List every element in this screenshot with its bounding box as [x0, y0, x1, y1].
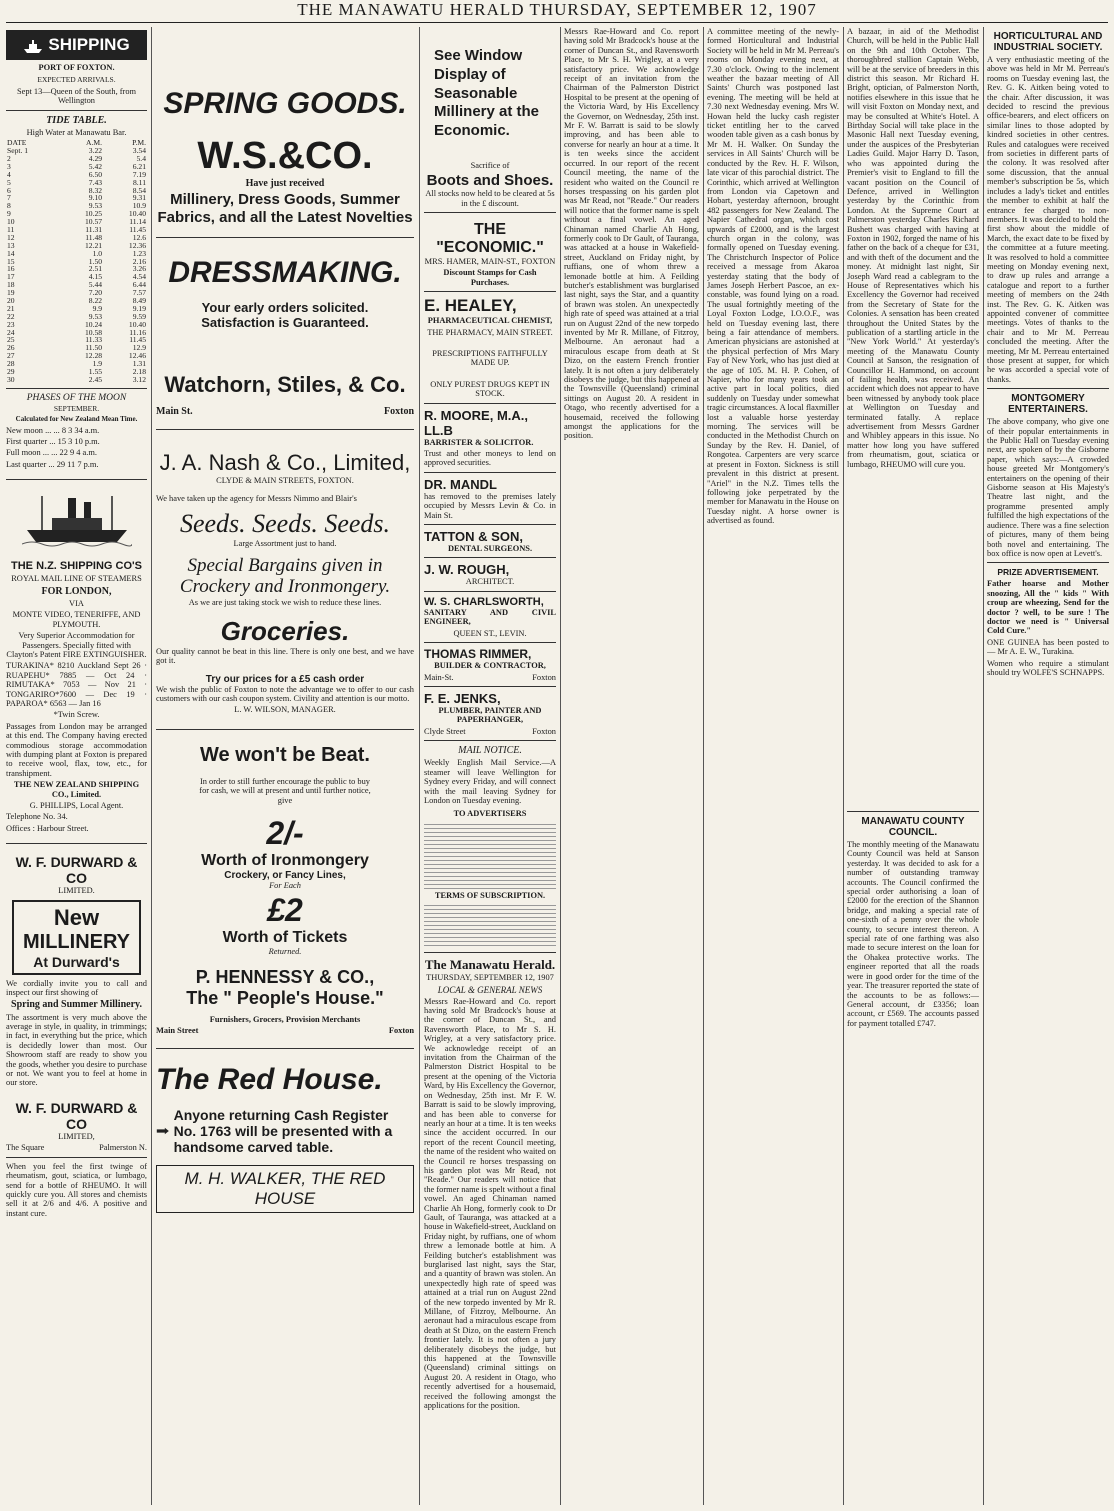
- column-divider: [983, 27, 984, 1505]
- nz-phone: Telephone No. 34.: [6, 812, 68, 822]
- tide-date: 6: [7, 185, 11, 195]
- local-news-tail: Messrs Rae-Howard and Co. report having sold Mr Bradcock's house at the corner of Duncan St., and Ravensworth Place, to Mr S. H. Wrigley, at a very satisfactory price. We acknowledge receipt of an invitation from the Chairman of the Palmerston District Hospital to be present at the opening of the Victoria Ward, by His Excellency the Governor, on Wednesday, 25th inst. Mr F. W. Barratt is said to be slowly improving, and has been able to converse for nearly an hour at a time. It is ten weeks since the accident occurred. In our report of the recent Council meeting, the name of the resident who waited on the Council re horses trespassing on his garden plot was Mr Read, not "Reade." Our readers will notice that the former name is spelt without a final vowel. An aged Chinaman named Charlie Ah Hong, formerly cook to Dr Gault, of Tauranga, was attacked at a house in Wakefield-street, Auckland on Friday night, by ruffians, one of whom threw a lemonade bottle at him. A Feilding butcher's establishment was burglarised last night, says the Star, and a quantity of brawn was stolen. An unexpectedly high rate of speed was attained at a trial run on August 22nd of the new torpedo invented by Mr R. Millane, of Fitzroy, Melbourne. An aeronaut had a miraculous escape from death at St Dizo, on the eastern French frontier lately. It is not often a jury deliberately disobeys the judge, but this happened at the Townsville (Queensland) criminal sittings on August 20. A resident in Otago, who recently advertised for a housemaid, received the following amongst the applications for the position.: [424, 996, 556, 1411]
- rough-name: J. W. ROUGH,: [424, 562, 510, 578]
- tide-am: 12.21: [84, 240, 103, 250]
- wontbe-crockery: Crockery, or Fancy Lines,: [224, 869, 346, 881]
- tide-date: 11: [7, 225, 15, 234]
- tide-pm: 9.59: [132, 311, 146, 321]
- rheumo-ad: When you feel the first twinge of rheumatism, gout, sciatica, or lumbago, send for a bottle of RHEUMO. It will quickly cure you. All stores and chemists sell it at 2/6 and 4/6. A positive and instant cure.: [6, 1161, 147, 1218]
- column-news-4: [987, 27, 1109, 1505]
- tide-table: [6, 139, 147, 384]
- prices-text: We wish the public of Foxton to note the advantage we to offer to our cash customers with our cash coupon system. Civility and attention is our motto.: [156, 684, 414, 703]
- moon-table: [6, 426, 147, 470]
- tide-date: 28: [7, 359, 15, 369]
- wontbe-worth1: Worth of Ironmongery: [201, 851, 369, 869]
- tide-pm: 11.14: [129, 217, 146, 227]
- durward-name: W. F. DURWARD & CO: [15, 854, 138, 887]
- hort-heading: HORTICULTURAL AND INDUSTRIAL SOCIETY.: [993, 31, 1103, 53]
- tide-am: 5.44: [88, 280, 103, 290]
- durward-banner: [12, 900, 141, 975]
- tide-am: 12.28: [84, 351, 103, 361]
- jenks-plumber: PLUMBER, PAINTER AND PAPERHANGER,: [438, 705, 542, 725]
- wontbe-pound: £2: [267, 892, 303, 929]
- tide-am: 8.32: [88, 185, 103, 195]
- tide-am: 2.51: [88, 264, 103, 274]
- nash-name: J. A. Nash & Co., Limited,: [159, 450, 411, 476]
- wontbe-heading: We won't be Beat.: [200, 743, 370, 766]
- durward-spring: Spring and Summer Millinery.: [11, 999, 142, 1011]
- nz-line-4: MONTE VIDEO, TENERIFFE, AND PLYMOUTH.: [12, 610, 141, 629]
- tide-date: 10: [7, 217, 15, 227]
- tide-pm: 7.57: [132, 288, 146, 298]
- tide-am: 1.50: [88, 256, 103, 266]
- tide-date: 26: [7, 343, 15, 353]
- tide-row: [6, 210, 147, 218]
- schnapps-ad: Women who require a stimulant should try WOLFE'S SCHNAPPS.: [987, 658, 1109, 677]
- tide-pm: 11.45: [129, 225, 146, 234]
- jenks-foxton: Foxton: [532, 726, 556, 736]
- steamer-icon: [22, 488, 132, 548]
- tide-date: 18: [7, 280, 15, 290]
- wsco-just: Have just received: [245, 178, 325, 189]
- column-news-1: [564, 27, 699, 1505]
- tide-am: 11.50: [85, 343, 103, 353]
- tide-row: [6, 368, 147, 376]
- column-news-3: [847, 27, 979, 1505]
- tide-am: 7.43: [88, 177, 103, 187]
- tide-date: 14: [7, 248, 15, 258]
- economic-boots: Boots and Shoes.: [426, 172, 554, 190]
- tide-pm: 3.12: [132, 374, 146, 384]
- watchorn-name: Watchorn, Stiles, & Co.: [164, 372, 406, 398]
- tide-pm: 6.21: [132, 161, 146, 171]
- redhouse-heading: The Red House.: [156, 1062, 383, 1096]
- rimmer-address: [424, 673, 556, 682]
- tide-date: Sept. 1: [7, 146, 29, 156]
- prices-heading: Try our prices for a £5 cash order: [205, 673, 365, 685]
- tide-date: 13: [7, 240, 15, 250]
- port-title: PORT OF FOXTON.: [38, 63, 115, 72]
- moore-barrister: BARRISTER & SOLICITOR.: [424, 437, 534, 447]
- watchorn-foxton: Foxton: [384, 406, 414, 418]
- tide-am: 10.57: [84, 217, 103, 227]
- tide-row: [6, 281, 147, 289]
- seeds-heading: Seeds. Seeds. Seeds.: [179, 509, 391, 539]
- nz-office: Offices : Harbour Street.: [6, 823, 89, 833]
- tide-row: [6, 250, 147, 258]
- nash-agency: We have taken up the agency for Messrs Nimmo and Blair's: [156, 493, 357, 503]
- tide-row: [6, 194, 147, 202]
- tide-row: [6, 321, 147, 329]
- tide-pm: 1.23: [132, 248, 146, 258]
- news-paragraphs-2: A committee meeting of the newly-formed Horticultural and Industrial Society will be held in Mr M. Perreau's rooms on Monday evening next, at 7.30 o'clock. Owing to the inclement weather the bazaar meeting of All Saints' Church was postponed last evening. The meeting will be held at 7.30 next Wednesday evening. Mrs W. Howan held the lucky cash register ticket entitling her to the carved wooden table given as a cash bonus by Mr M. H. Walker. On Sunday the services in All Saints' Church will be conducted by the Rev. H. F. Wilson, late vicar of this parochial district. The Corinthic, which arrived at Wellington from London via Capetown and Hobart, yesterday afternoon, brought 482 passengers for New Zealand. The Napier Cathedral organ, which cost upwards of £2000, and is the largest church organ in the colony, was formally opened on Tuesday evening. The Christchurch Inspector of Police received a message from Akaroa yesterday stating that the body of James Joseph Herbert Pascoe, an ex-constable, was found lying on a road. The usual fortnightly meeting of the Loyal Foxton Lodge, I.O.O.F., was held on Tuesday evening last, there being a fair attendance of members. American physicians are astonished at the physical perfection of Mrs Mary Fay of New York, who has just died at the age of 105. M. H. P. Cohen, of Napier, who for many years took an active part in local politics, died suddenly on Tuesday under somewhat tragic circumstances. A local flaxmiller lost a valuable horse yesterday morning. The services will be conducted in the Methodist Church on Sunday by the Rev. H. Daniel, of Rongotea. Carpenters are very scarce at present in Foxton. Sickness is still prevalent in this district at present. "Ariel" in the N.Z. Times tells the following joke perpetrated by the member for Manawatu in the House on Tuesday night. A horse owner is advertised as found.: [707, 27, 839, 526]
- column-divider: [703, 27, 704, 1505]
- herald-heading: The Manawatu Herald.: [424, 957, 556, 973]
- wontbe-text: In order to still further encourage the public to buy for cash, we will at present and until further notice, give: [199, 776, 371, 805]
- durward-body: We cordially invite you to call and inspect our first showing of: [6, 978, 147, 998]
- column-shipping: [6, 27, 147, 1505]
- prize-heading: PRIZE ADVERTISEMENT.: [997, 567, 1099, 578]
- wontbe-returned: Returned.: [268, 947, 302, 957]
- redhouse-register-text: Anyone returning Cash Register No. 1763 will be presented with a handsome carved table.: [173, 1106, 393, 1155]
- tide-date: 2: [7, 153, 11, 163]
- tide-row: [6, 242, 147, 250]
- mandl-text: has removed to the premises lately occupied by Messrs Levin & Co. in Main St.: [424, 491, 556, 520]
- wsco-millinery: Millinery, Dress Goods, Summer Fabrics, and all the Latest Novelties: [157, 191, 413, 227]
- column-divider: [843, 27, 844, 1505]
- durward-footer-name: W. F. DURWARD & CO: [15, 1099, 138, 1132]
- tide-row: [6, 352, 147, 360]
- moon-row: Last quarter ... 29 11 7 p.m.: [6, 459, 99, 469]
- tide-date: 19: [7, 288, 15, 298]
- rimmer-main: Main-St.: [424, 672, 454, 682]
- tide-row: [6, 376, 147, 384]
- tide-date: 25: [7, 335, 15, 345]
- jenks-address: [424, 727, 556, 736]
- rimmer-builder: BUILDER & CONTRACTOR,: [434, 661, 546, 671]
- tatton-name: TATTON & SON,: [424, 529, 523, 545]
- tide-am: 1.0: [92, 248, 103, 258]
- column-news-2: [707, 27, 839, 1505]
- pointing-hand-icon: [156, 1119, 170, 1143]
- watchorn-main: Main St.: [156, 406, 193, 418]
- tide-am: 11.48: [85, 232, 103, 242]
- durward-body2: The assortment is very much above the average in style, in quality, in trimmings; in fact, in everything but the price, which is decidedly lower than most. Our Showroom staff are ready to show you the goods, whether you desire to purchase or not. We want you to feel at home in our store.: [6, 1012, 147, 1088]
- ship-icon: [23, 38, 43, 54]
- tide-am: 10.58: [84, 327, 103, 337]
- shipping-banner: [6, 30, 147, 60]
- economic-hamer: MRS. HAMER, MAIN-ST., FOXTON: [424, 256, 556, 266]
- seeds-sub: Large Assortment just to hand.: [233, 539, 337, 549]
- groceries-text: Our quality cannot be beat in this line. There is only one best, and we have got it.: [156, 646, 414, 666]
- jenks-clyde: Clyde Street: [424, 726, 466, 736]
- prize-verse: Father hoarse and Mother snoozing, All the " kids " With croup are wheezing, Send for the doctor ? well, to be sure ! The doctor we need is " Universal Cold Cure.": [987, 579, 1109, 636]
- tide-row: [6, 265, 147, 273]
- nz-twin: *Twin Screw.: [53, 710, 100, 720]
- tide-row: [6, 179, 147, 187]
- durward-footer-limited: LIMITED,: [58, 1131, 95, 1141]
- durward-address: [6, 1143, 147, 1152]
- masthead-rule: [6, 22, 1108, 23]
- tide-pm: 9.19: [132, 303, 146, 313]
- tide-row: [6, 163, 147, 171]
- tide-row: [6, 344, 147, 352]
- charlsworth-name: W. S. CHARLSWORTH,: [424, 595, 544, 608]
- tide-col-date: DATE: [7, 138, 27, 148]
- tide-pm: 9.31: [132, 193, 146, 203]
- tide-date: 23: [7, 319, 15, 329]
- tide-am: 8.22: [88, 296, 103, 306]
- healey-drugs: ONLY PUREST DRUGS KEPT IN STOCK.: [430, 379, 550, 399]
- advertisers-heading: TO ADVERTISERS: [453, 809, 527, 819]
- healey-presc: PRESCRIPTIONS FAITHFULLY MADE UP.: [432, 349, 548, 368]
- herald-date: THURSDAY, SEPTEMBER 12, 1907: [426, 973, 554, 983]
- mandl-name: DR. MANDL: [424, 476, 497, 492]
- economic-sacrifice: Sacrifice of: [470, 160, 510, 170]
- tide-am: 9.53: [88, 311, 103, 321]
- tide-pm: 12.36: [128, 240, 146, 250]
- tide-pm: 7.19: [132, 169, 146, 179]
- tide-date: 17: [7, 272, 15, 282]
- tide-am: 4.15: [88, 272, 103, 282]
- tide-row: [6, 147, 147, 155]
- economic-discount: Discount Stamps for Cash Purchases.: [443, 268, 537, 287]
- durward-millinery: MILLINERY: [22, 930, 131, 953]
- tide-pm: 2.18: [132, 367, 146, 377]
- tide-col-pm: P.M.: [132, 138, 146, 148]
- moore-name: R. MOORE, M.A., LL.B: [424, 407, 528, 438]
- tide-pm: 1.31: [132, 359, 146, 369]
- jenks-name: F. E. JENKS,: [424, 690, 501, 706]
- groceries-heading: Groceries.: [220, 615, 350, 646]
- tide-date: 16: [7, 264, 15, 274]
- tide-row: [6, 155, 147, 163]
- tide-pm: 10.40: [128, 209, 146, 219]
- tide-row: [6, 297, 147, 305]
- rough-architect: ARCHITECT.: [465, 577, 515, 587]
- healey-pharm: PHARMACEUTICAL CHEMIST,: [427, 316, 553, 326]
- montgomery-text: The above company, who give one of their popular entertainments in the Public Hall on Tuesday evening next, are spoken of by the Gisborne paper, which says:—A crowded house greeted Mr Montgomery's entertainers on the opening of their Gisborne season at His Majesty's Theatre last night, and the programme presented amply fulfilled the high expectations of the audience. There was a fine selection of pictures, many of them being both novel and entertaining. The box office is now open at Levett's.: [987, 417, 1109, 558]
- tide-row: [6, 360, 147, 368]
- column-divider: [560, 27, 561, 1505]
- economic-title: THE "ECONOMIC.": [436, 220, 544, 256]
- tide-date: 29: [7, 367, 15, 377]
- steamer-illustration: [6, 488, 147, 552]
- column-divider: [151, 27, 152, 1505]
- bargains-sub: As we are just taking stock we wish to reduce these lines.: [188, 598, 382, 608]
- column-economic: [424, 27, 556, 1505]
- nz-ships: TURAKINA* 8210 Auckland Sept 26 · RUAPEHU* 7885 — Oct 24 · RIMUTAKA* 7053 — Nov 21 · TONGARIRO*7600 — Dec 19 · PAPAROA* 6563 — Jan 16: [6, 661, 147, 708]
- tide-pm: 6.44: [132, 280, 146, 290]
- hort-text: A very enthusiastic meeting of the above was held in Mr M. Perreau's rooms on Tuesday evening last, the Rev. G. K. Aitken being voted to the chair. After discussion, it was decided to rescind the previous office-bearers, and elect officers on similar lines to those adopted by kindred societies in other centres. Rules and catalogues were received from societies in different parts of the colony. It was resolved after some discussion, that the annual member's subscription be 5s, which includes a lady's ticket and entitles the member to exhibit at half the entrance fee charged to non-members. It was decided to hold the first show about the middle of March, the exact date to be fixed by the committee at a future meeting. It was resolved to hold a committee meeting on Monday evening next, to draw up rules and arrange a catalogue and report to a further meeting of members on the 24th inst. The Rev. G. K. Aitken was appointed convener of committee meetings. Votes of thanks to the chair and to Mr M. Perreau concluded the meeting. After the meeting, Mr M. Perreau entertained those present at supper, for which he was accorded a special vote of thanks.: [987, 55, 1109, 384]
- walker-footer: M. H. WALKER, THE RED HOUSE: [156, 1165, 414, 1213]
- tide-am: 2.45: [88, 374, 103, 384]
- mail-text: Weekly English Mail Service.—A steamer will leave Wellington for Sydney every Friday, and will connect with the mail leaving Sydney for London on Tuesday evening.: [424, 758, 556, 805]
- tide-date: 9: [7, 209, 11, 219]
- wsco-logo: W.S.&CO.: [197, 135, 373, 177]
- tide-am: 3.22: [88, 146, 103, 156]
- tide-row: [6, 258, 147, 266]
- tide-pm: 4.54: [132, 272, 146, 282]
- healey-name: E. HEALEY,: [424, 296, 517, 316]
- tide-pm: 10.40: [128, 319, 146, 329]
- tide-pm: 8.49: [132, 296, 146, 306]
- masthead: THE MANAWATU HERALD THURSDAY, SEPTEMBER 12, 1907: [297, 0, 817, 19]
- tide-am: 9.9: [92, 303, 103, 313]
- tide-row: [6, 187, 147, 195]
- nz-company: THE NEW ZEALAND SHIPPING CO., Limited.: [13, 780, 140, 799]
- economic-stocks: All stocks now held to be cleared at 5s in the £ discount.: [425, 189, 555, 208]
- local-news-heading: LOCAL & GENERAL NEWS: [437, 984, 543, 995]
- tide-am: 7.20: [88, 288, 103, 298]
- tide-am: 11.33: [85, 335, 103, 345]
- rimmer-foxton: Foxton: [532, 672, 556, 682]
- tide-pm: 3.54: [132, 146, 146, 156]
- watchorn-address: [156, 406, 414, 417]
- durward-at: At Durward's: [33, 953, 120, 970]
- nz-line-2: FOR LONDON,: [41, 585, 112, 597]
- moon-row: Full moon ... ... 22 9 4 a.m.: [6, 448, 97, 458]
- durward-town: Palmerston N.: [99, 1143, 147, 1153]
- tide-row: [6, 226, 147, 234]
- tide-am: 1.9: [92, 359, 103, 369]
- tide-pm: 12.46: [128, 351, 146, 361]
- tide-row: [6, 313, 147, 321]
- nz-line-1: ROYAL MAIL LINE OF STEAMERS: [11, 574, 142, 584]
- hennessy-sub: Furnishers, Grocers, Provision Merchants: [209, 1014, 361, 1024]
- county-text: The monthly meeting of the Manawatu County Council was held at Sanson yesterday. It was decided to ask for a number of outstanding tramway accounts. The Council confirmed the special order authorising a loan of £2000 for the erection of the Shannon bridge, and making a special rate of one-sixth of a penny over the whole county, to secure interest thereon. A special rate of one farthing was also made to secure interest on the loan for the Ohakea protective works. The engineer reported that all the roads were in good order for the time of the year. The treasurer reported the state of the accounts to be as follows:—General account, dr £3356; loan account, cr £569. The accounts passed for payment totalled £747.: [847, 840, 979, 1028]
- tide-row: [6, 336, 147, 344]
- tide-am: 10.25: [84, 209, 103, 219]
- durward-limited: LIMITED.: [58, 886, 95, 896]
- tide-date: 15: [7, 256, 15, 266]
- nash-manager: L. W. WILSON, MANAGER.: [234, 705, 336, 715]
- hennessy-foxton: Foxton: [388, 1026, 414, 1036]
- tide-pm: 2.16: [132, 256, 146, 266]
- tide-am: 4.29: [88, 153, 103, 163]
- tide-date: 27: [7, 351, 15, 361]
- tide-date: 5: [7, 177, 11, 187]
- rimmer-name: THOMAS RIMMER,: [424, 647, 532, 662]
- redhouse-register: [156, 1107, 414, 1155]
- hennessy-peoples: The " People's House.": [186, 987, 384, 1008]
- economic-display: See Window Display of Seasonable Millinery at the Economic.: [434, 47, 540, 139]
- tatton-dental: DENTAL SURGEONS.: [447, 544, 533, 554]
- tide-date: 3: [7, 161, 11, 171]
- tide-am: 6.50: [88, 169, 103, 179]
- montgomery-heading: MONTGOMERY ENTERTAINERS.: [1008, 393, 1088, 416]
- tide-pm: 8.11: [132, 177, 146, 187]
- hennessy-name: P. HENNESSY & CO.,: [195, 966, 375, 987]
- dressmaking-heading: DRESSMAKING.: [168, 256, 402, 290]
- tide-date: 30: [7, 374, 15, 384]
- nz-body: Very Superior Accommodation for Passengers. Specially fitted with Clayton's Patent FIRE EXTINGUISHER.: [6, 631, 147, 659]
- tide-col-am: A.M.: [86, 138, 103, 148]
- shipping-title: SHIPPING: [48, 35, 130, 54]
- tide-pm: 11.45: [129, 335, 146, 345]
- moon-row: First quarter ... 15 3 10 p.m.: [6, 437, 100, 447]
- moon-heading: PHASES OF THE MOON: [26, 392, 127, 403]
- tide-am: 5.42: [88, 161, 103, 171]
- moon-subheading: SEPTEMBER.: [53, 404, 100, 414]
- tide-row: [6, 218, 147, 226]
- tide-pm: 11.16: [129, 327, 146, 337]
- tide-am: 9.53: [88, 201, 103, 211]
- healey-pharmacy: THE PHARMACY, MAIN STREET.: [427, 327, 553, 337]
- moon-row: New moon ... ... 8 3 34 a.m.: [6, 425, 100, 435]
- tide-row: [6, 273, 147, 281]
- tide-date: 22: [7, 311, 15, 321]
- wontbe-two: 2/-: [266, 814, 304, 851]
- column-divider: [419, 27, 420, 1505]
- nz-line-3: VIA: [69, 598, 84, 608]
- tide-pm: 5.4: [136, 153, 146, 163]
- moon-note: Calculated for New Zealand Mean Time.: [15, 414, 138, 423]
- expected-heading: EXPECTED ARRIVALS.: [37, 75, 116, 85]
- terms-fine-print: [424, 902, 556, 948]
- expected-text: Sept 13—Queen of the South, from Wellington: [16, 86, 137, 106]
- tide-heading: TIDE TABLE.: [46, 114, 107, 126]
- mail-heading: MAIL NOTICE.: [458, 745, 522, 757]
- tide-date: 4: [7, 169, 11, 179]
- wontbe-each: For Each: [269, 880, 301, 890]
- tide-pm: 8.54: [132, 185, 146, 195]
- tide-subheading: High Water at Manawatu Bar.: [26, 127, 127, 137]
- tide-pm: 3.26: [132, 264, 146, 274]
- terms-heading: TERMS OF SUBSCRIPTION.: [434, 890, 546, 900]
- dressmaking-orders: Your early orders solicited.: [201, 300, 369, 316]
- spring-goods-heading: SPRING GOODS.: [163, 87, 407, 120]
- nz-agent: G. PHILLIPS, Local Agent.: [29, 801, 124, 810]
- durward-new: New: [53, 904, 100, 930]
- tide-date: 24: [7, 327, 15, 337]
- county-heading: MANAWATU COUNTY COUNCIL.: [861, 816, 965, 838]
- tide-date: 7: [7, 193, 11, 203]
- nz-shipping-title: THE N.Z. SHIPPING CO'S: [11, 560, 142, 573]
- tide-pm: 12.6: [132, 232, 146, 242]
- tide-date: 21: [7, 303, 15, 313]
- tide-pm: 10.9: [132, 201, 146, 211]
- tide-am: 11.31: [85, 225, 103, 234]
- charlsworth-sanitary: SANITARY AND CIVIL ENGINEER,: [424, 607, 556, 627]
- column-ads: [156, 27, 414, 1505]
- tide-row: [6, 329, 147, 337]
- tide-row: [6, 171, 147, 179]
- moore-trust: Trust and other moneys to lend on approved securities.: [424, 449, 556, 468]
- tide-date: 8: [7, 201, 11, 211]
- durward-square: The Square: [6, 1143, 45, 1153]
- nz-text: Passages from London may be arranged at this end. The Company having erected commodious storage accommodation with dumping plant at Foxton is prepared to receive wool, flax, tow, etc., for transhipment.: [6, 721, 147, 778]
- tide-am: 9.10: [88, 193, 103, 203]
- tide-date: 20: [7, 296, 15, 306]
- bargains-heading: Special Bargains given in Crockery and Ironmongery.: [179, 554, 391, 598]
- news-paragraphs-1: Messrs Rae-Howard and Co. report having sold Mr Bradcock's house at the corner of Duncan St., and Ravensworth Place, to Mr S. H. Wrigley, at a very satisfactory price. We acknowledge receipt of an invitation from the Chairman of the Palmerston District Hospital to be present at the opening of the Victoria Ward, by His Excellency the Governor, on Wednesday, 25th inst. Mr F. W. Barratt is said to be slowly improving, and has been able to converse for nearly an hour at a time. It is ten weeks since the accident occurred. In our report of the recent Council meeting, the name of the resident who waited on the Council re horses trespassing on his garden plot was Mr Read, not "Reade." Our readers will notice that the former name is spelt without a final vowel. An aged Chinaman named Charlie Ah Hong, formerly cook to Dr Gault, of Tauranga, was attacked at a house in Wakefield-street, Auckland on Friday night, by ruffians, one of whom threw a lemonade bottle at him. A Feilding butcher's establishment was burglarised last night, says the Star, and a quantity of brawn was stolen. An unexpectedly high rate of speed was attained at a trial run on August 22nd of the new torpedo invented by Mr R. Millane, of Fitzroy, Melbourne. An aeronaut had a miraculous escape from death at St Dizo, on the eastern French frontier lately. It is not often a jury deliberately disobeys the judge, but this happened at the Townsville (Queensland) criminal sittings on August 20. A resident in Otago, who recently advertised for a housemaid, received the following amongst the applications for the position.: [564, 27, 699, 441]
- hennessy-address: [156, 1026, 414, 1035]
- tide-row: [6, 202, 147, 210]
- hennessy-main: Main Street: [156, 1026, 199, 1036]
- tide-am: 1.55: [88, 367, 103, 377]
- charlsworth-queen: QUEEN ST., LEVIN.: [453, 628, 527, 638]
- dressmaking-satisfaction: Satisfaction is Guaranteed.: [201, 315, 369, 331]
- tide-date: 12: [7, 232, 15, 242]
- tide-row: [6, 234, 147, 242]
- tide-pm: 12.9: [132, 343, 146, 353]
- news-paragraphs-3: A bazaar, in aid of the Methodist Church, will be held in the Public Hall on the 9th and 10th October. The thoroughbred stallion Captain Webb, will be at the service of breeders in this district this season. Mr Richard H. Bright, optician, of Palmerston North, notifies elsewhere in this issue that he will visit Foxton on Monday next, and may be consulted at White's Hotel. A Birthday Social will take place in the Masonic Hall next Tuesday evening, under the auspices of the Presbyterian Ladies Guild. Major Harry D. Tason, who was appointed during the Premier's visit to England to fill the vacant position on the Council of Defence, arrived in Wellington yesterday by the Corinthic from London. At the Supreme Court at Palmerston yesterday Charles Richard Bushett was charged with having at Foxton in 1902, forged the name of his father on the back of a cheque for £31, and with theft of the document and the money. At midnight last night, Sir Joseph Ward read a cablegram to the House of Representatives which his Excellency the Governor had received from the Secretary of State for the Colonies. A sensation has been created throughout the United States by the publication of a startling article in the "New York World." At yesterday's meeting of the Manawatu County Council at Sanson, the resignation of Councillor H. Hammond, on account of failing health, was received. An accident which does not appear to have been witnessed by anybody took place at Wellington on Tuesday and terminated fatally. A replace advertisement from Messrs Gardner and Whibley appears in this issue. No matter how long you have suffered from rheumatism, gout, sciatica or lumbago, RHEUMO will cure you.: [847, 27, 979, 469]
- wontbe-worth2: Worth of Tickets: [222, 929, 348, 947]
- tide-row: [6, 289, 147, 297]
- tide-row: [6, 305, 147, 313]
- prize-winner: ONE GUINEA has been posted to— Mr A. E. W., Turakina.: [987, 637, 1109, 657]
- fine-print-block: [424, 821, 556, 891]
- tide-am: 10.24: [84, 319, 103, 329]
- nash-address: CLYDE & MAIN STREETS, FOXTON.: [216, 476, 354, 486]
